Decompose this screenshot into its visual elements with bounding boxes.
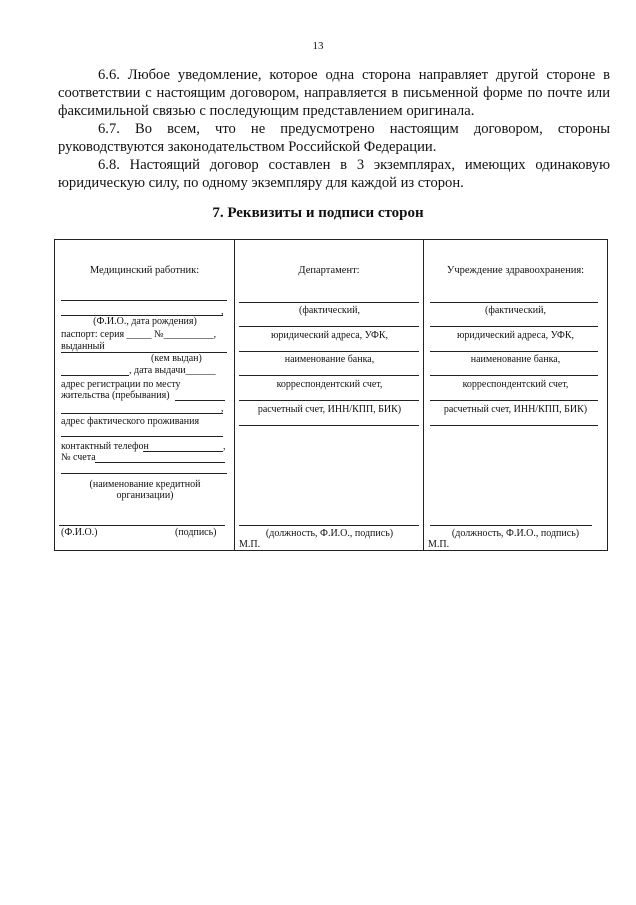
department-corr-caption: корреспондентский счет, <box>276 379 383 390</box>
institution-corr-caption: корреспондентский счет, <box>462 379 569 390</box>
department-bank-caption: наименование банка, <box>284 354 375 365</box>
signature-line <box>239 525 419 526</box>
bank-name-caption-1: (наименование кредитной <box>89 479 201 490</box>
department-address-caption-1: (фактический, <box>299 305 360 316</box>
signature-line <box>430 525 592 526</box>
blank-line <box>61 413 223 414</box>
issued-field: выданный <box>61 341 105 352</box>
blank-line <box>430 326 598 327</box>
medical-worker-header: Медицинский работник: <box>89 265 200 276</box>
blank-line <box>430 400 598 401</box>
issued-by-caption: (кем выдан) <box>151 353 202 364</box>
actual-address-label: адрес фактического проживания <box>61 416 200 427</box>
blank-line <box>239 351 419 352</box>
institution-address-caption-1: (фактический, <box>485 305 546 316</box>
department-address-caption-2: юридический адреса, УФК, <box>270 330 389 341</box>
blank-line <box>175 400 225 401</box>
institution-address-caption-2: юридический адреса, УФК, <box>456 330 575 341</box>
blank-line <box>61 352 227 353</box>
paragraph-6-6: 6.6. Любое уведомление, которое одна сторона направляет другой стороне в соответствии с настоящим договором, направляется в письменной форме по почте или факсимильной связью с последующим представлением оригинала. <box>58 67 610 119</box>
issue-date-field: , дата выдачи______ <box>129 365 216 376</box>
blank-line <box>95 462 225 463</box>
phone-label: контактный телефон <box>61 441 149 452</box>
institution-header: Учреждение здравоохранения: <box>446 265 585 276</box>
blank-line <box>430 351 598 352</box>
institution-stamp-label: М.П. <box>428 539 450 550</box>
department-column <box>235 240 424 550</box>
blank-line <box>239 326 419 327</box>
reg-address-label-1: адрес регистрации по месту <box>61 379 181 390</box>
department-signature-caption: (должность, Ф.И.О., подпись) <box>265 528 394 539</box>
bank-name-caption-2: организации) <box>116 490 174 501</box>
blank-line <box>430 425 598 426</box>
blank-line <box>239 400 419 401</box>
institution-signature-caption: (должность, Ф.И.О., подпись) <box>451 528 580 539</box>
institution-account-caption: расчетный счет, ИНН/КПП, БИК) <box>443 404 588 415</box>
blank-line <box>61 436 223 437</box>
paragraph-6-7: 6.7. Во всем, что не предусмотрено настоящим договором, стороны руководствуются законодательством Российской Федерации. <box>58 121 610 155</box>
institution-bank-caption: наименование банка, <box>470 354 561 365</box>
blank-line <box>61 473 227 474</box>
blank-line <box>430 375 598 376</box>
signatures-table <box>54 239 608 551</box>
fio-birth-caption: (Ф.И.О., дата рождения) <box>93 316 197 327</box>
institution-column <box>424 240 607 550</box>
medical-worker-column: Медицинский работник: , (Ф.И.О., дата рождения) паспорт: серия _____ №__________, выданный (кем выдан) , дата выдачи______ адрес регистрации по месту жительства (пребывания) , адрес фактического проживания контактный телефон , № счета (наименование кредитной организации) (Ф.И.О.) (подпись) <box>55 240 235 550</box>
blank-line <box>430 302 598 303</box>
department-header: Департамент: <box>298 265 360 276</box>
signature-fio-caption: (Ф.И.О.) <box>61 527 98 538</box>
document-body <box>58 66 610 192</box>
blank-line <box>143 451 223 452</box>
blank-line <box>239 302 419 303</box>
signature-line <box>59 525 225 526</box>
reg-address-label-2: жительства (пребывания) <box>61 390 170 401</box>
department-account-caption: расчетный счет, ИНН/КПП, БИК) <box>257 404 402 415</box>
blank-line <box>239 375 419 376</box>
section-title: 7. Реквизиты и подписи сторон <box>212 205 424 221</box>
blank-line <box>239 425 419 426</box>
blank-line <box>61 375 129 376</box>
page-number: 13 <box>312 40 324 52</box>
department-stamp-label: М.П. <box>239 539 261 550</box>
blank-line <box>61 300 227 301</box>
account-label: № счета <box>61 452 96 463</box>
passport-field: паспорт: серия _____ №__________, <box>61 329 217 340</box>
signature-sign-caption: (подпись) <box>175 527 217 538</box>
paragraph-6-8: 6.8. Настоящий договор составлен в 3 экземплярах, имеющих одинаковую юридическую силу, по одному экземпляру для каждой из сторон. <box>58 157 610 191</box>
